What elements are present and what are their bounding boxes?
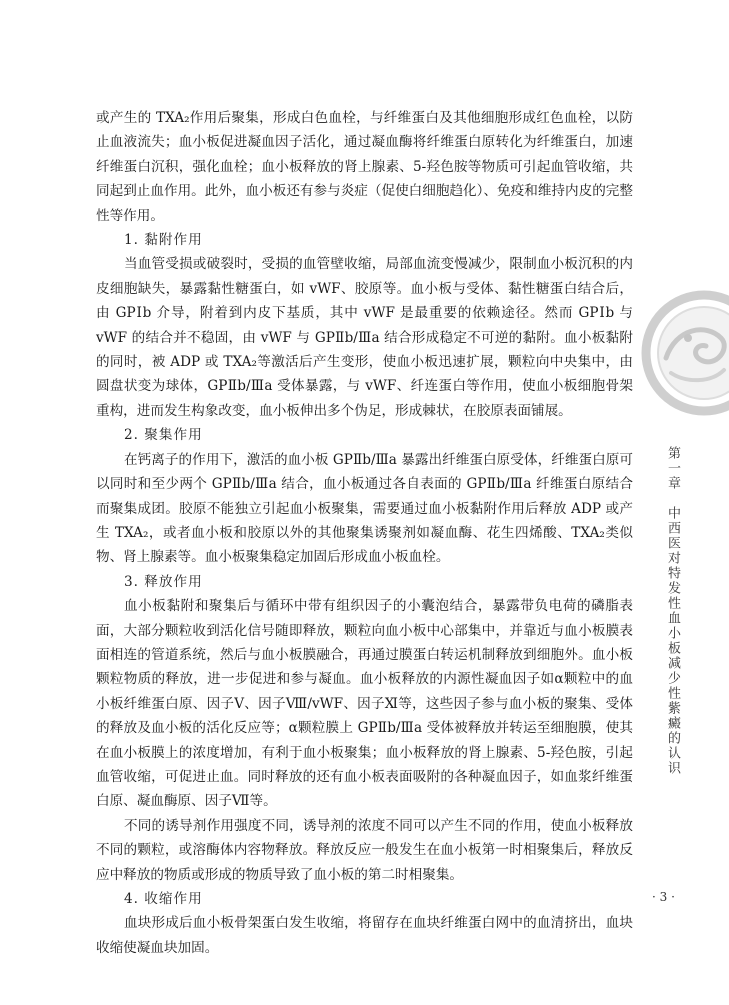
paragraph-intro: 或产生的 TXA₂作用后聚集，形成白色血栓，与纤维蛋白及其他细胞形成红色血栓，以防止血液流失；血小板促进凝血因子活化，通过凝血酶将纤维蛋白原转化为纤维蛋白，加速纤维蛋白沉积，强化血栓；血小板释放的肾上腺素、5-羟色胺等物质可引起血管收缩，共同起到止血作用。此外，血小板还有参与炎症（促使白细胞趋化）、免疫和维持内皮的完整性等作用。 xyxy=(96,110,633,224)
paragraph-contraction: 血块形成后血小板骨架蛋白发生收缩，将留存在血块纤维蛋白网中的血清挤出，血块收缩使凝血块加固。 xyxy=(96,915,633,956)
paragraph-aggregation: 在钙离子的作用下，激活的血小板 GPⅡb/Ⅲa 暴露出纤维蛋白原受体，纤维蛋白原可以同时和至少两个 GPⅡb/Ⅲa 结合，血小板通过各自表面的 GPⅡb/Ⅲa 纤维蛋白原结合而聚集成团。胶原不能独立引起血小板聚集，需要通过血小板黏附作用后释放 ADP 或产生 TXA₂，或者血小板和胶原以外的其他聚集诱聚剂如凝血酶、花生四烯酸、TXA₂类似物、肾上腺素等。血小板聚集稳定加固后形成血小板血栓。 xyxy=(96,451,633,566)
paragraph-inducers: 不同的诱导剂作用强度不同，诱导剂的浓度不同可以产生不同的作用，使血小板释放不同的颗粒，或溶酶体内容物释放。释放反应一般发生在血小板第一时相聚集后，释放反应中释放的物质或形成的物质导致了血小板的第二时相聚集。 xyxy=(96,817,633,883)
chinese-ornament-icon xyxy=(636,288,729,418)
chapter-title: 第一章 中西医对特发性血小板减少性紫癜的认识 xyxy=(665,446,680,776)
page-number: · 3 · xyxy=(652,890,675,904)
paragraph-release: 血小板黏附和聚集后与循环中带有组织因子的小囊泡结合，暴露带负电荷的磷脂表面，大部分颗粒收到活化信号随即释放，颗粒向血小板中心部集中，并靠近与血小板膜表面相连的管道系统，然后与血小板膜融合，再通过膜蛋白转运机制释放到细胞外。血小板颗粒物质的释放，进一步促进和参与凝血。血小板释放的内源性凝血因子如α颗粒中的血小板纤维蛋白原、因子Ⅴ、因子Ⅷ/vWF、因子Ⅺ等，这些因子参与血小板的聚集、受体的释放及血小板的活化反应等；α颗粒膜上 GPⅡb/Ⅲa 受体被释放并转运至细胞膜，使其在血小板膜上的浓度增加，有利于血小板聚集；血小板释放的肾上腺素、5-羟色胺，引起血管收缩，可促进止血。同时释放的还有血小板表面吸附的各种凝血因子，如血浆纤维蛋白原、凝血酶原、因子Ⅶ等。 xyxy=(96,598,633,810)
section-heading-contraction: 4. 收缩作用 xyxy=(124,891,203,907)
section-heading-release: 3. 释放作用 xyxy=(124,573,203,590)
section-heading-adhesion: 1. 黏附作用 xyxy=(124,232,203,249)
section-heading-aggregation: 2. 聚集作用 xyxy=(124,427,203,444)
main-text xyxy=(96,106,633,960)
paragraph-adhesion: 当血管受损或破裂时，受损的血管壁收缩，局部血流变慢减少，限制血小板沉积的内皮细胞缺失，暴露黏性糖蛋白，如 vWF、胶原等。血小板与受体、黏性糖蛋白结合后，由 GPⅠb 介导，附着到内皮下基质，其中 vWF 是最重要的依赖途径。然而 GPⅠb 与 vWF 的结合并不稳固，由 vWF 与 GPⅡb/Ⅲa 结合形成稳定不可逆的黏附。血小板黏附的同时，被 ADP 或 TXA₂等激活后产生变形，使血小板迅速扩展，颗粒向中央集中，由圆盘状变为球体，GPⅡb/Ⅲa 受体暴露，与 vWF、纤连蛋白等作用，使血小板细胞骨架重构，进而发生构象改变，血小板伸出多个伪足，形成棘状，在胶原表面铺展。 xyxy=(96,256,633,419)
